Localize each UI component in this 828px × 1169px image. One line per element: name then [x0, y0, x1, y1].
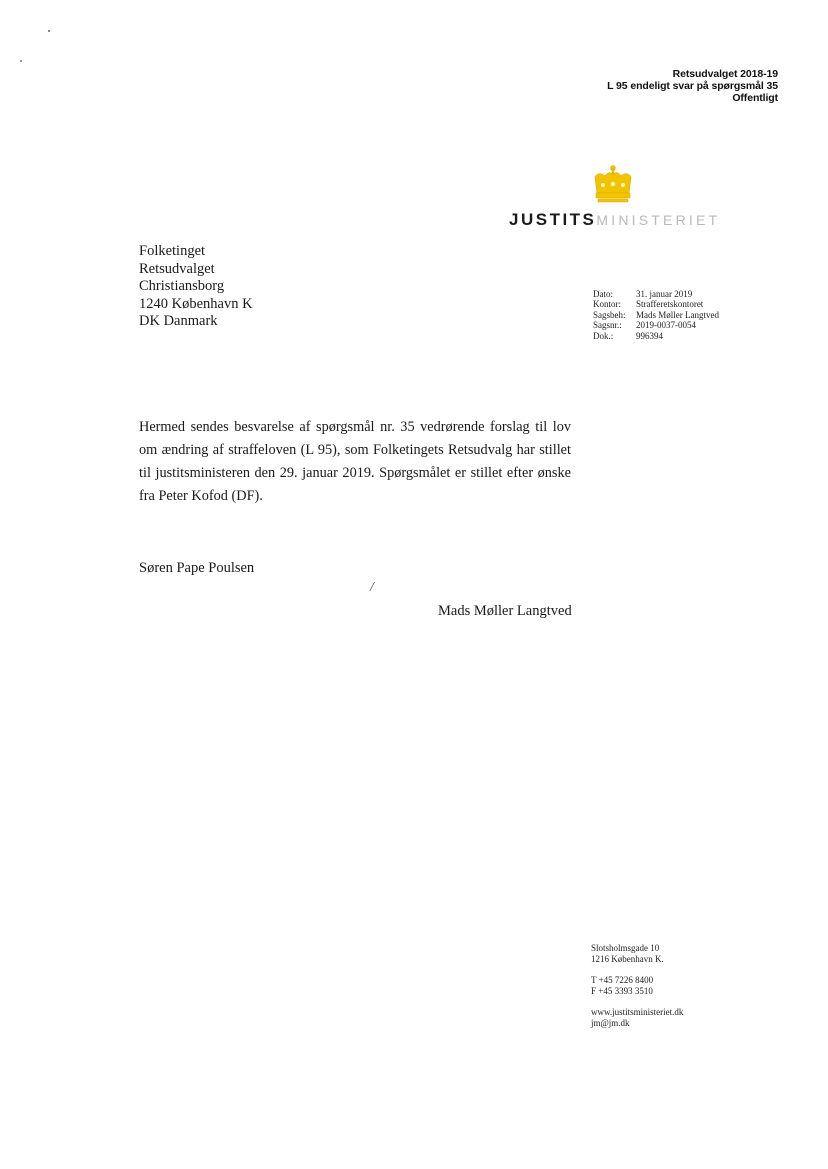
meta-label: Sagsnr.: [593, 320, 622, 331]
official-signature: Mads Møller Langtved [438, 603, 572, 619]
reference-committee: Retsudvalget 2018-19 [672, 68, 778, 80]
recipient-line: Folketinget [139, 243, 206, 259]
minister-signature: Søren Pape Poulsen [139, 560, 255, 576]
ministry-contact [591, 943, 683, 1029]
meta-row [593, 331, 719, 341]
footer-street: Slotsholmsgade 10 [591, 943, 660, 953]
recipient-address [139, 243, 253, 331]
footer-website: www.justitsministeriet.dk [591, 1007, 684, 1018]
meta-label: Dato: [593, 289, 613, 299]
meta-value: Mads Møller Langtved [636, 309, 719, 320]
footer-email: jm@jm.dk [591, 1017, 630, 1028]
footer-city: 1216 København K. [591, 953, 664, 964]
logo-text-strong: JUSTITS [509, 210, 597, 229]
scan-speck [48, 30, 50, 32]
scan-speck [20, 60, 22, 62]
reference-case: L 95 endeligt svar på spørgsmål 35 [607, 80, 778, 92]
recipient-line: DK Danmark [139, 313, 218, 329]
footer-phone: T +45 7226 8400 [591, 975, 654, 986]
footer-fax: F +45 3393 3510 [591, 985, 653, 996]
reference-status: Offentligt [732, 92, 778, 104]
recipient-line: Christiansborg [139, 278, 225, 294]
document-reference [607, 68, 778, 104]
meta-value: 31. januar 2019 [636, 289, 693, 299]
meta-row [593, 299, 719, 309]
recipient-line: Retsudvalget [139, 260, 215, 277]
meta-row [593, 320, 719, 330]
meta-value: 996394 [636, 330, 663, 341]
ministry-logo [509, 210, 720, 230]
meta-value: 2019-0037-0054 [636, 320, 696, 331]
signature-mark: / [370, 580, 374, 595]
crown-icon [589, 165, 637, 205]
logo-text-light: MINISTERIET [596, 212, 721, 228]
meta-row [593, 310, 719, 320]
letter-body: Hermed sendes besvarelse af spørgsmål nr. 35 vedrørende forslag til lov om ændring af straffeloven (L 95), som Folketingets Retsudvalg har stillet til justitsministeren den 29. januar 2019. Spørgsmålet er stillet efter ønske fra Peter Kofod (DF). [139, 419, 571, 504]
meta-row [593, 289, 719, 299]
meta-label: Dok.: [593, 330, 614, 341]
meta-label: Kontor: [593, 299, 621, 310]
meta-label: Sagsbeh: [593, 309, 626, 320]
recipient-line: 1240 København K [139, 295, 253, 312]
document-metadata [593, 289, 719, 341]
meta-value: Strafferetskontoret [636, 299, 704, 310]
